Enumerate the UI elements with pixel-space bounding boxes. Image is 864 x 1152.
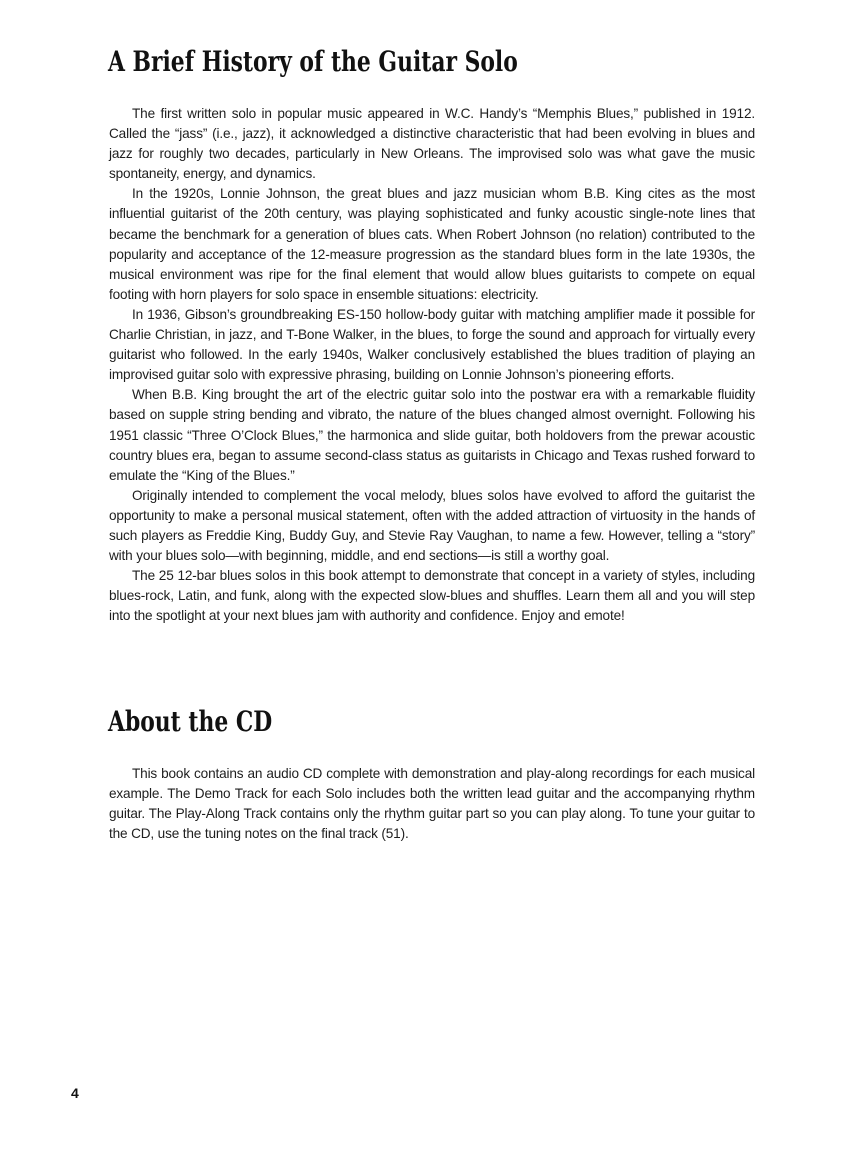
section-heading-history: A Brief History of the Guitar Solo <box>108 45 518 78</box>
paragraph: Originally intended to complement the vocal melody, blues solos have evolved to afford the guitarist the opportunity to make a personal musical statement, often with the added attraction of virtuosity in the hands of such players as Freddie King, Buddy Guy, and Stevie Ray Vaughan, to name a few. However, telling a “story” with your blues solo—with beginning, middle, and end sections—is still a worthy goal. <box>109 487 755 564</box>
paragraph: The 25 12-bar blues solos in this book attempt to demonstrate that concept in a variety of styles, including blues-rock, Latin, and funk, along with the expected slow-blues and shuffles. Learn them all and you will step into the spotlight at your next blues jam with authority and confidence. Enjoy and emote! <box>109 568 755 624</box>
paragraph: In the 1920s, Lonnie Johnson, the great blues and jazz musician whom B.B. King cites as the most influential guitarist of the 20th century, was playing sophisticated and funky acoustic single-note lines that became the benchmark for a generation of blues cats. When Robert Johnson (no relation) contributed to the popularity and acceptance of the 12-measure progression as the standard blues form in the late 1930s, the musical environment was ripe for the final element that would allow blues guitarists to compete on equal footing with horn players for solo space in ensemble situations: electricity. <box>109 186 755 302</box>
history-body <box>109 104 755 626</box>
paragraph: The first written solo in popular music appeared in W.C. Handy’s “Memphis Blues,” published in 1912. Called the “jass” (i.e., jazz), it acknowledged a distinctive characteristic that had been evolving in blues and jazz for roughly two decades, particularly in New Orleans. The improvised solo was what gave the music spontaneity, energy, and dynamics. <box>109 106 755 182</box>
page-number: 4 <box>71 1085 79 1101</box>
section-heading-about-cd: About the CD <box>108 705 273 738</box>
paragraph: When B.B. King brought the art of the electric guitar solo into the postwar era with a remarkable fluidity based on supple string bending and vibrato, the nature of the blues changed almost overnight. Following his 1951 classic “Three O’Clock Blues,” the harmonica and slide guitar, both holdovers from the prewar acoustic country blues era, began to assume second-class status as guitarists in Chicago and Texas rushed forward to emulate the “King of the Blues.” <box>109 387 755 483</box>
paragraph: In 1936, Gibson’s groundbreaking ES-150 hollow-body guitar with matching amplifier made it possible for Charlie Christian, in jazz, and T-Bone Walker, in the blues, to forge the sound and approach for virtually every guitarist who followed. In the early 1940s, Walker conclusively established the blues tradition of playing an improvised guitar solo with expressive phrasing, building on Lonnie Johnson’s pioneering efforts. <box>109 306 755 383</box>
about-cd-body <box>109 764 755 844</box>
paragraph: This book contains an audio CD complete with demonstration and play-along recordings for each musical example. The Demo Track for each Solo includes both the written lead guitar and the accompanying rhythm guitar. The Play-Along Track contains only the rhythm guitar part so you can play along. To tune your guitar to the CD, use the tuning notes on the final track (51). <box>109 766 755 842</box>
